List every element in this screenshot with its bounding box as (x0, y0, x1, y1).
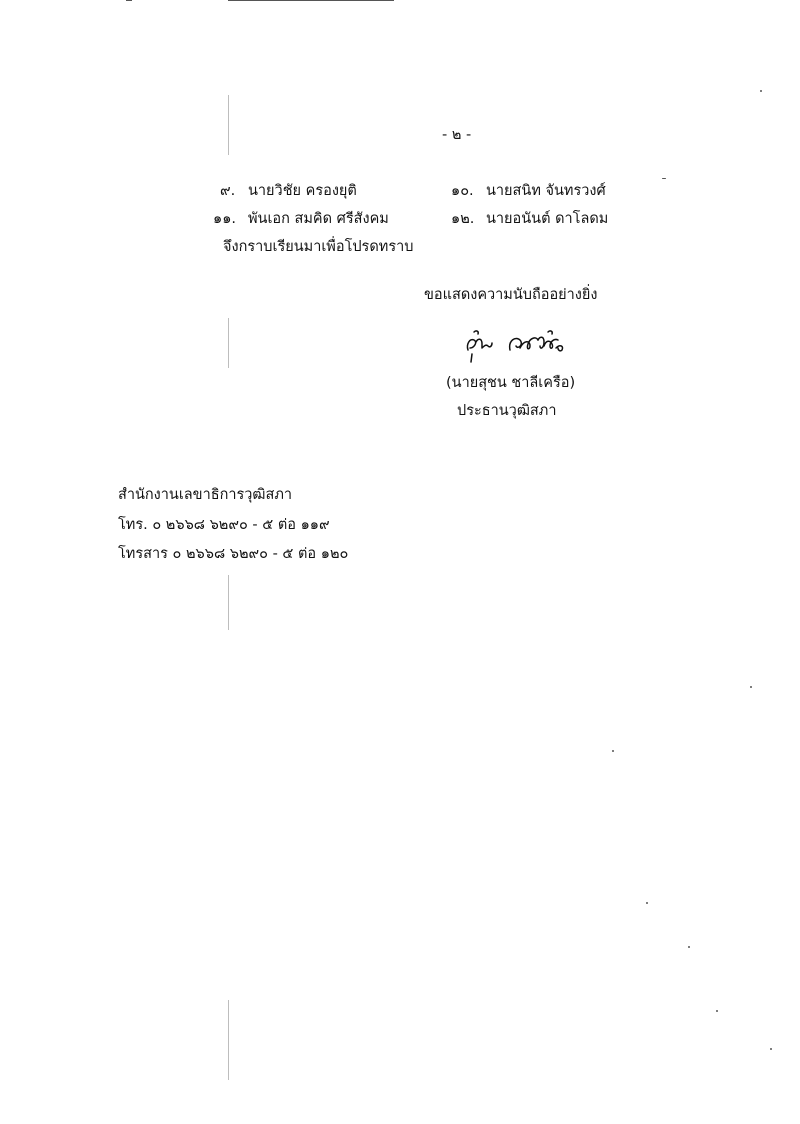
member-name: พันเอก สมคิด ศรีสังคม (248, 211, 389, 227)
signer-title: ประธานวุฒิสภา (457, 403, 557, 419)
member-name: นายวิชัย ครองยุติ (248, 183, 357, 199)
scan-speck (612, 750, 614, 752)
page-fold-line-3 (228, 575, 229, 630)
scan-artifact-top-mark (126, 0, 132, 1)
page-number: - ๒ - (442, 127, 472, 143)
page-fold-line-2 (228, 318, 229, 368)
scan-speck (760, 90, 762, 92)
closing-sentence: จึงกราบเรียนมาเพื่อโปรดทราบ (223, 239, 414, 255)
scan-speck (646, 902, 648, 904)
scan-speck (662, 178, 666, 179)
page-fold-line-1 (228, 95, 229, 155)
phone-number: โทร. ๐ ๒๖๖๘ ๖๒๙๐ - ๕ ต่อ ๑๑๙ (118, 517, 330, 533)
salutation: ขอแสดงความนับถืออย่างยิ่ง (424, 287, 598, 303)
scan-speck (688, 946, 690, 948)
signer-name: (นายสุชน ชาลีเครือ) (446, 375, 576, 391)
scan-speck (750, 686, 752, 688)
member-name: นายอนันต์ ดาโลดม (486, 211, 609, 227)
page-fold-line-4 (228, 1000, 229, 1080)
member-number: ๙. (220, 183, 236, 199)
member-number: ๑๑. (213, 211, 237, 227)
scan-speck (770, 1048, 772, 1050)
member-number: ๑๐. (451, 183, 474, 199)
fax-number: โทรสาร ๐ ๒๖๖๘ ๖๒๙๐ - ๕ ต่อ ๑๒๐ (118, 546, 349, 562)
scan-speck (716, 1010, 718, 1012)
signature-image (460, 328, 570, 368)
office-name: สำนักงานเลขาธิการวุฒิสภา (118, 487, 293, 503)
member-name: นายสนิท จันทรวงศ์ (486, 183, 606, 199)
scan-artifact-top-line (228, 0, 394, 1)
member-number: ๑๒. (451, 211, 475, 227)
